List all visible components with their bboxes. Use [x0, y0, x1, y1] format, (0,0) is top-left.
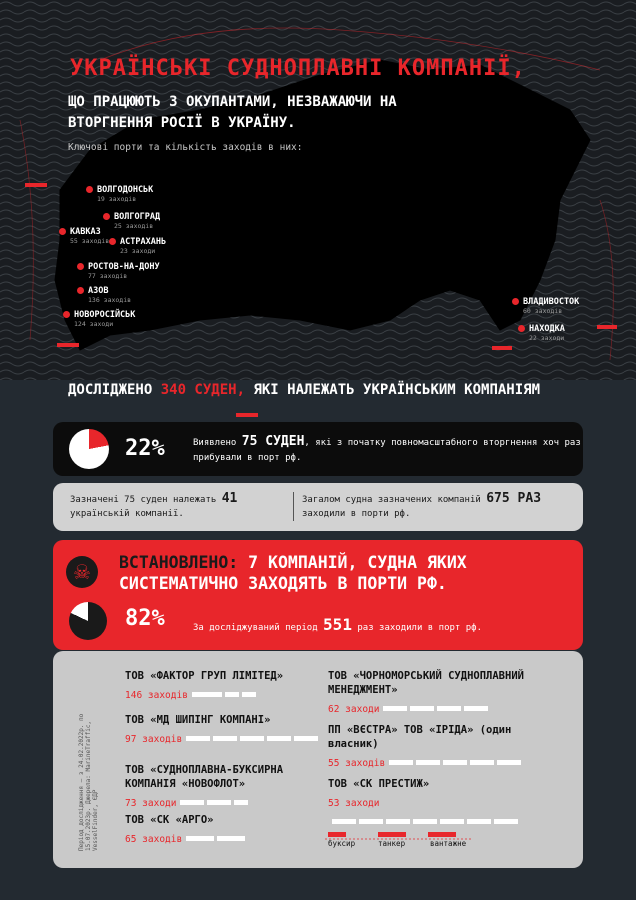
percent-22: 22%	[125, 436, 165, 461]
vessel-icon	[494, 819, 518, 824]
vessel-icon	[413, 819, 437, 824]
vessel-icon	[467, 819, 491, 824]
studied-highlight: 340 СУДЕН,	[160, 382, 246, 398]
vessel-icons	[180, 792, 251, 811]
port-rostov	[88, 262, 160, 280]
vessel-icon	[267, 736, 291, 741]
ship-icon	[597, 325, 617, 329]
vessel-icon	[294, 736, 318, 741]
skull-icon: ☠	[66, 556, 98, 588]
company-name: ТОВ «ЧОРНОМОРСЬКИЙ СУДНОПЛАВНИЙ МЕНЕДЖМЕНТ»	[328, 670, 524, 696]
block-41-companies	[53, 483, 583, 531]
pin-icon	[63, 311, 70, 318]
pie-82-icon	[69, 602, 107, 640]
company-calls: 73 заходи	[125, 798, 177, 809]
port-novorossiysk	[74, 310, 135, 328]
established-headline	[119, 552, 589, 594]
company-md-shipping	[125, 713, 325, 747]
company-calls: 146 заходів	[125, 690, 188, 701]
pin-icon	[77, 287, 84, 294]
vessel-icon	[437, 706, 461, 711]
vessel-icon	[470, 760, 494, 765]
vessel-icon	[207, 800, 231, 805]
block1-pre: Виявлено	[193, 438, 242, 448]
vessel-icon	[410, 706, 434, 711]
port-calls: 77 заходів	[88, 272, 128, 280]
vessel-icon	[497, 760, 521, 765]
percent-82: 82%	[125, 606, 165, 631]
company-name: ТОВ «МД ШИПІНГ КОМПАНІ»	[125, 714, 271, 726]
company-calls: 62 заходи	[328, 704, 380, 715]
port-name: ВОЛГОГРАД	[114, 212, 161, 222]
vessel-icon	[386, 819, 410, 824]
port-vladivostok	[523, 297, 579, 315]
vessel-icon	[186, 736, 210, 741]
port-calls: 136 заходів	[88, 296, 132, 304]
studied-suffix: ЯКІ НАЛЕЖАТЬ УКРАЇНСЬКИМ КОМПАНІЯМ	[245, 382, 541, 398]
main-subtitle: ЩО ПРАЦЮЮТЬ З ОКУПАНТАМИ, НЕЗВАЖАЮЧИ НА ВТОРГНЕННЯ РОСІЇ В УКРАЇНУ.	[68, 94, 397, 131]
company-name: ТОВ «СК ПРЕСТИЖ»	[328, 778, 430, 790]
port-azov	[88, 286, 131, 304]
block2-right-big: 675 РАЗ	[486, 491, 542, 506]
company-factor	[125, 669, 325, 703]
pin-icon	[59, 228, 66, 235]
company-calls: 53 заходи	[328, 798, 380, 809]
block2-left-big: 41	[221, 491, 238, 506]
legend-cargo: вантажне	[430, 839, 467, 848]
legend-tug: буксир	[328, 839, 356, 848]
tanker-icon	[378, 832, 406, 837]
period-note-text: Період дослідження — з 24.02.2022р. по 15.07.2023р. Джерела: MarineTraffic, VesselFinder, ЄДР	[78, 713, 99, 851]
port-calls: 55 заходів	[70, 237, 110, 245]
block-75-vessels	[53, 422, 583, 476]
vessel-icon	[234, 800, 248, 805]
port-name: НОВОРОСІЙСЬК	[74, 310, 136, 320]
block1-text	[193, 434, 583, 466]
vessel-icons	[192, 684, 259, 703]
ship-icon	[25, 183, 47, 187]
legend-tanker: танкер	[378, 839, 406, 848]
main-title: УКРАЇНСЬКІ СУДНОПЛАВНІ КОМПАНІЇ,	[70, 56, 526, 81]
vessel-icon	[186, 836, 214, 841]
pin-icon	[77, 263, 84, 270]
pin-icon	[518, 325, 525, 332]
port-name: НАХОДКА	[529, 324, 565, 334]
ship-icon	[492, 346, 512, 350]
block3-post: раз заходили в порт рф.	[351, 623, 482, 633]
vessel-icons	[383, 698, 491, 717]
vessel-icons	[186, 728, 321, 747]
vessel-icon	[383, 706, 407, 711]
company-prestige	[328, 777, 548, 830]
pie-22-icon	[69, 429, 109, 469]
company-argo	[125, 813, 325, 847]
port-nakhodka	[529, 324, 565, 342]
pin-icon	[512, 298, 519, 305]
port-calls: 25 заходів	[114, 222, 154, 230]
ship-icon	[57, 343, 79, 347]
pin-icon	[86, 186, 93, 193]
vessel-icons	[186, 828, 248, 847]
company-calls: 97 заходів	[125, 734, 183, 745]
company-vestra-irida	[328, 723, 538, 771]
pin-icon	[109, 238, 116, 245]
port-astrakhan	[120, 237, 166, 255]
vessel-icon	[192, 692, 222, 697]
block3-pre: За досліджуваний період	[193, 623, 324, 633]
block2-left	[70, 492, 270, 521]
block2-right-post: заходили в порти рф.	[302, 509, 411, 519]
port-name: АСТРАХАНЬ	[120, 237, 167, 247]
studied-headline	[68, 382, 540, 398]
vessel-icons	[389, 752, 524, 771]
vessel-icon	[180, 800, 204, 805]
port-calls: 19 заходів	[97, 195, 137, 203]
vessel-icon	[217, 836, 245, 841]
company-novoflot	[125, 763, 325, 811]
period-note	[78, 671, 99, 851]
vessel-icon	[242, 692, 256, 697]
block2-left-post: українській компанії.	[70, 509, 184, 519]
vessel-icon	[225, 692, 239, 697]
vessel-icon	[443, 760, 467, 765]
block1-big: 75 СУДЕН	[241, 434, 305, 449]
port-name: АЗОВ	[88, 286, 109, 296]
company-name: ПП «ВЄСТРА» ТОВ «ІРІДА» (один власник)	[328, 724, 512, 750]
block2-left-pre: Зазначені 75 суден належать	[70, 495, 222, 505]
vessel-icon	[359, 819, 383, 824]
cargo-icon	[428, 832, 456, 837]
port-name: ВЛАДИВОСТОК	[523, 297, 580, 307]
port-name: ВОЛГОДОНСЬК	[97, 185, 154, 195]
block2-right-pre: Загалом судна зазначених компаній	[302, 495, 487, 505]
port-calls: 60 заходів	[523, 307, 563, 315]
company-name: ТОВ «СУДНОПЛАВНА-БУКСИРНА КОМПАНІЯ «НОВОФЛОТ»	[125, 764, 284, 790]
port-calls: 124 заходи	[74, 320, 114, 328]
pin-icon	[103, 213, 110, 220]
vessel-icon	[213, 736, 237, 741]
company-name: ТОВ «ФАКТОР ГРУП ЛІМІТЕД»	[125, 670, 284, 682]
block2-right	[293, 492, 582, 521]
company-calls: 65 заходів	[125, 834, 183, 845]
block1-desc: , які з початку повномасштабного вторгнення хоч раз прибували в порт рф.	[193, 438, 581, 463]
vessel-icon	[389, 760, 413, 765]
block3-big: 551	[323, 615, 352, 634]
block-7-companies	[53, 540, 583, 650]
ports-caption: Ключові порти та кількість заходів в них:	[68, 142, 303, 153]
block3-line	[193, 615, 482, 634]
vessel-icon	[332, 819, 356, 824]
port-name: РОСТОВ-НА-ДОНУ	[88, 262, 160, 272]
established-label: ВСТАНОВЛЕНО:	[119, 553, 239, 572]
vessel-icon	[416, 760, 440, 765]
port-name: КАВКАЗ	[70, 227, 101, 237]
vessel-icon	[440, 819, 464, 824]
port-calls: 23 заходи	[120, 247, 156, 255]
company-chornomorskyi	[328, 669, 538, 717]
vessel-icon	[464, 706, 488, 711]
studied-prefix: ДОСЛІДЖЕНО	[68, 382, 161, 398]
ship-icon	[236, 413, 258, 417]
port-kavkaz	[70, 227, 109, 245]
port-volgodonsk	[97, 185, 153, 203]
company-name: ТОВ «СК «АРГО»	[125, 814, 214, 826]
companies-panel	[53, 651, 583, 868]
vessel-icon	[240, 736, 264, 741]
tug-icon	[328, 832, 346, 837]
port-calls: 22 заходи	[529, 334, 565, 342]
established-text: 7 КОМПАНІЙ, СУДНА ЯКИХ СИСТЕМАТИЧНО ЗАХОДЯТЬ В ПОРТИ РФ.	[119, 553, 467, 593]
company-calls: 55 заходів	[328, 758, 386, 769]
port-volgograd	[114, 212, 160, 230]
